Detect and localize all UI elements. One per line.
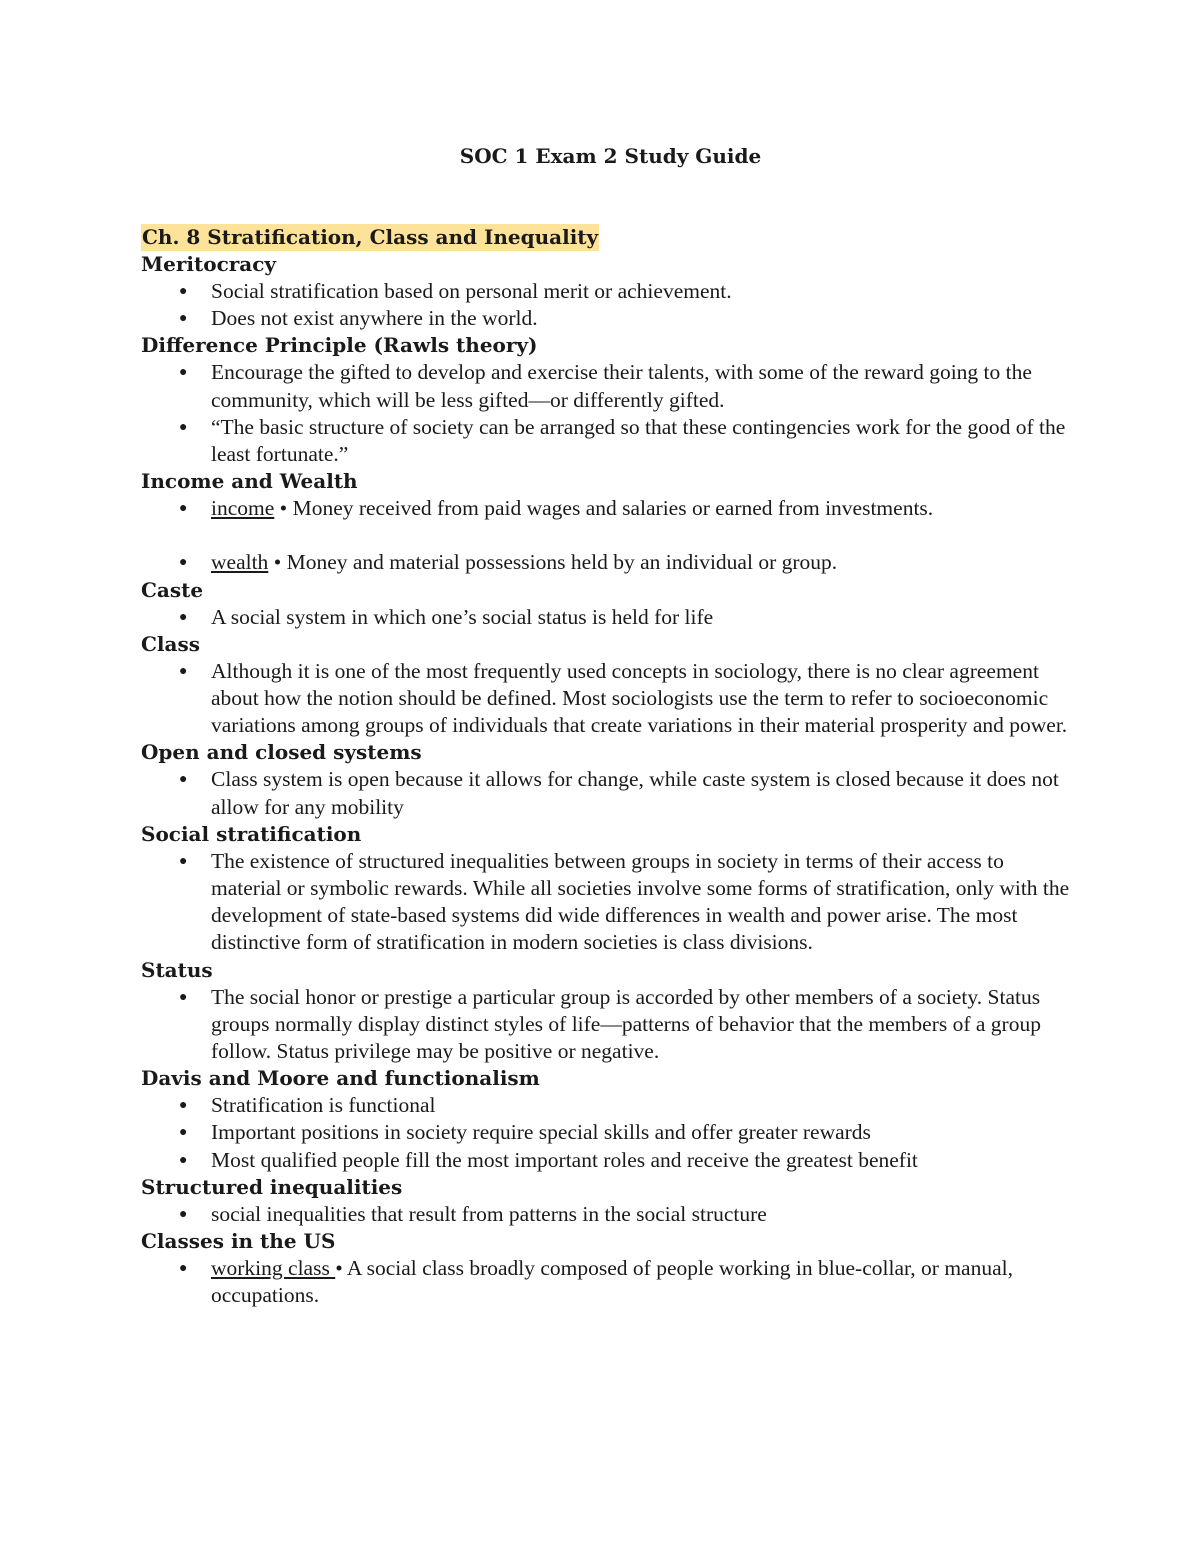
list-item [141, 1147, 1070, 1174]
section-structured-inequalities [141, 1174, 1070, 1228]
chapter-heading-row [141, 224, 1070, 251]
bullet-text: The social honor or prestige a particular group is accorded by other members of a society. Status groups normally display distinct styles of life—patterns of behavior that the members of a group follow. Status privilege may be positive or negative. [211, 984, 1041, 1064]
section-open-closed-systems [141, 739, 1070, 820]
term-wealth: wealth [211, 550, 269, 575]
bullet-list [141, 658, 1070, 740]
bullet-text: Social stratification based on personal merit or achievement. [211, 279, 732, 303]
bullet-text: Stratification is functional [211, 1093, 436, 1118]
section-heading: Open and closed systems [141, 740, 422, 765]
list-item [141, 549, 1070, 576]
list-item [141, 305, 1070, 332]
bullet-icon: ● [179, 419, 188, 435]
list-item [141, 359, 1070, 413]
bullet-list [141, 848, 1070, 957]
bullet-text: Important positions in society require special skills and offer greater rewards [211, 1120, 871, 1145]
bullet-icon: ● [179, 555, 188, 571]
bullet-icon: ● [179, 1152, 188, 1168]
bullet-list [141, 984, 1070, 1066]
bullet-text: The existence of structured inequalities between groups in society in terms of their access to material or symbolic rewards. While all societies involve some forms of stratification, only with the development of state-based systems did wide differences in wealth and power arise. The most distinctive form of stratification in modern societies is class divisions. [211, 848, 1070, 955]
bullet-icon: ● [179, 853, 188, 869]
bullet-text: “The basic structure of society can be arranged so that these contingencies work for the good of the least fortunate.” [211, 414, 1066, 467]
section-heading: Classes in the US [141, 1229, 336, 1254]
bullet-icon: ● [179, 1098, 188, 1114]
section-heading: Difference Principle (Rawls theory) [141, 333, 538, 358]
list-item [141, 1119, 1070, 1146]
bullet-list [141, 766, 1070, 820]
bullet-text: Most qualified people fill the most important roles and receive the greatest benefit [211, 1147, 918, 1172]
list-item [141, 984, 1070, 1066]
bullet-list [141, 278, 1070, 332]
bullet-text: Class system is open because it allows for change, while caste system is closed because it does not allow for any mobility [211, 767, 1059, 819]
section-heading: Davis and Moore and functionalism [141, 1066, 540, 1091]
list-item [141, 658, 1070, 740]
section-heading: Income and Wealth [141, 469, 358, 494]
bullet-text: A social system in which one’s social status is held for life [211, 604, 714, 629]
bullet-icon: ● [179, 311, 188, 327]
section-status [141, 957, 1070, 1066]
list-item [141, 414, 1070, 468]
section-meritocracy [141, 251, 1070, 332]
list-item [141, 766, 1070, 820]
list-item [141, 278, 1070, 305]
bullet-list [141, 495, 1070, 576]
bullet-icon: ● [179, 663, 188, 679]
section-heading: Status [141, 957, 213, 982]
section-heading: Class [141, 631, 200, 656]
bullet-icon: ● [179, 365, 188, 381]
section-heading: Structured inequalities [141, 1174, 403, 1199]
bullet-icon: ● [179, 772, 188, 788]
section-classes-us [141, 1228, 1070, 1309]
bullet-icon: ● [179, 609, 188, 625]
bullet-text: • Money received from paid wages and salaries or earned from investments. [274, 496, 934, 521]
bullet-icon: ● [179, 989, 188, 1005]
bullet-icon: ● [179, 1261, 188, 1277]
bullet-list [141, 1201, 1070, 1228]
list-item [141, 604, 1070, 631]
bullet-icon: ● [179, 1125, 188, 1141]
section-davis-moore [141, 1065, 1070, 1174]
bullet-list [141, 359, 1070, 468]
list-item [141, 1255, 1070, 1309]
term-income: income [211, 496, 275, 521]
section-class [141, 631, 1070, 740]
bullet-text: Although it is one of the most frequently used concepts in sociology, there is no clear agreement about how the notion should be defined. Most sociologists use the term to refer to socioeconomic variations among groups of individuals that create variations in their material prosperity and power. [211, 658, 1068, 738]
bullet-text: social inequalities that result from patterns in the social structure [211, 1201, 767, 1226]
bullet-text: • Money and material possessions held by an individual or group. [268, 550, 838, 575]
chapter-heading: Ch. 8 Stratification, Class and Inequality [142, 225, 599, 249]
bullet-list [141, 1255, 1070, 1309]
bullet-list [141, 604, 1070, 631]
document-title: SOC 1 Exam 2 Study Guide [459, 144, 762, 168]
list-item [141, 848, 1070, 957]
section-heading: Meritocracy [141, 252, 277, 276]
section-heading: Caste [141, 577, 204, 602]
section-social-stratification [141, 821, 1070, 957]
bullet-text: Encourage the gifted to develop and exercise their talents, with some of the reward going to the community, which will be less gifted—or differently gifted. [211, 360, 1032, 412]
section-heading: Social stratification [141, 821, 362, 846]
bullet-icon: ● [179, 284, 188, 299]
bullet-icon: ● [179, 1206, 188, 1222]
bullet-list [141, 1092, 1070, 1174]
bullet-text: • A social class broadly composed of people working in blue-collar, or manual, occupations. [211, 1256, 1013, 1308]
section-difference-principle [141, 332, 1070, 468]
list-item [141, 495, 1070, 522]
section-caste [141, 577, 1070, 631]
list-item [141, 1201, 1070, 1228]
bullet-text: Does not exist anywhere in the world. [211, 306, 538, 331]
term-working-class: working class [211, 1256, 336, 1281]
section-income-wealth [141, 468, 1070, 576]
bullet-icon: ● [179, 501, 188, 517]
list-item [141, 1092, 1070, 1119]
